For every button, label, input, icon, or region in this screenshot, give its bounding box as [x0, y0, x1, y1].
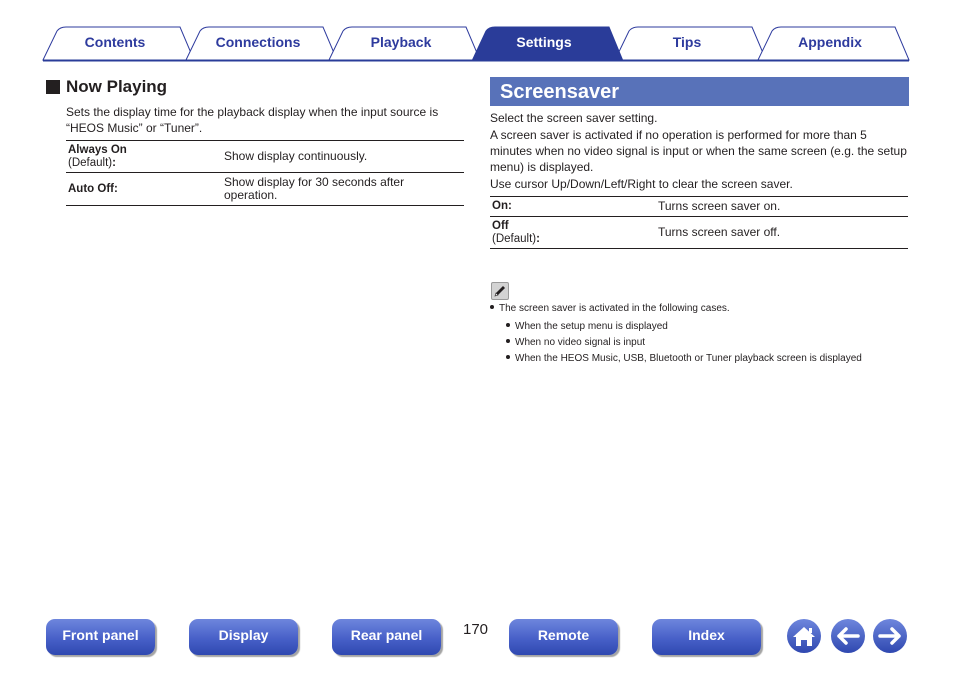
top-tab-bar: [0, 0, 954, 64]
option-colon: :: [536, 232, 540, 245]
table-row: [490, 217, 908, 249]
option-key-cell: [490, 197, 658, 217]
option-key-cell: [490, 217, 658, 249]
index-button[interactable]: Index: [652, 619, 761, 655]
table-row: [66, 173, 464, 206]
front-panel-button[interactable]: Front panel: [46, 619, 155, 655]
note-case-text: When no video signal is input: [515, 337, 646, 348]
bullet-icon: [506, 355, 510, 359]
option-default-text: (Default): [492, 232, 537, 245]
option-value-cell: Show display for 30 seconds after operation.: [224, 175, 405, 202]
tab-playback[interactable]: Playback: [370, 34, 432, 50]
table-row: [66, 141, 464, 173]
screensaver-cursor-note: Use cursor Up/Down/Left/Right to clear the screen saver.: [490, 177, 793, 191]
note-case-text: When the HEOS Music, USB, Bluetooth or Tuner playback screen is displayed: [515, 353, 862, 364]
section-square-icon: [46, 80, 60, 94]
option-key: On:: [492, 200, 512, 212]
screensaver-title: Screensaver: [500, 81, 619, 103]
option-default-label: [68, 157, 224, 170]
now-playing-title: Now Playing: [66, 77, 168, 96]
note-main: [490, 302, 730, 316]
option-key-cell: [66, 141, 224, 173]
option-value-cell: Show display continuously.: [224, 149, 368, 163]
option-key-cell: [66, 173, 224, 206]
screensaver-intro: Select the screen saver setting.: [490, 111, 658, 125]
list-item: [506, 320, 668, 334]
screensaver-paragraph: A screen saver is activated if no operation is performed for more than 5 minutes when no video signal is input or when the same screen (e.g. the setup menu) is displayed.: [490, 128, 907, 174]
rear-panel-button[interactable]: Rear panel: [332, 619, 441, 655]
option-colon: :: [112, 156, 116, 169]
now-playing-options-table: [66, 140, 464, 206]
tab-shapes: [0, 0, 954, 64]
now-playing-description: Sets the display time for the playback display when the input source is “HEOS Music” or “Tuner”.: [66, 105, 439, 135]
now-playing-heading: [46, 76, 167, 98]
pencil-icon: [491, 282, 509, 300]
page-number: 170: [463, 621, 489, 638]
tab-connections[interactable]: Connections: [215, 34, 301, 50]
tab-appendix[interactable]: Appendix: [798, 34, 862, 50]
arrow-right-icon[interactable]: [872, 618, 908, 654]
screensaver-banner: [490, 77, 909, 106]
table-row: [490, 197, 908, 217]
tab-contents[interactable]: Contents: [84, 34, 146, 50]
arrow-left-icon[interactable]: [830, 618, 866, 654]
list-item: [506, 352, 862, 366]
option-default-label: [492, 233, 658, 246]
option-default-text: (Default): [68, 156, 113, 169]
home-icon[interactable]: [786, 618, 822, 654]
option-value-cell: Turns screen saver on.: [658, 199, 781, 213]
bullet-icon: [506, 323, 510, 327]
option-key: Always On: [68, 143, 127, 156]
option-key: Off: [492, 219, 509, 232]
bullet-icon: [506, 339, 510, 343]
option-key: Auto Off:: [68, 182, 118, 195]
remote-button[interactable]: Remote: [509, 619, 618, 655]
tab-settings[interactable]: Settings: [516, 34, 572, 50]
tab-tips[interactable]: Tips: [672, 34, 702, 50]
list-item: [506, 336, 645, 350]
display-button[interactable]: Display: [189, 619, 298, 655]
note-case-text: When the setup menu is displayed: [515, 321, 668, 332]
screensaver-options-table: [490, 196, 908, 249]
bullet-icon: [490, 305, 494, 309]
note-main-text: The screen saver is activated in the following cases.: [499, 303, 730, 314]
option-value-cell: Turns screen saver off.: [658, 225, 781, 239]
